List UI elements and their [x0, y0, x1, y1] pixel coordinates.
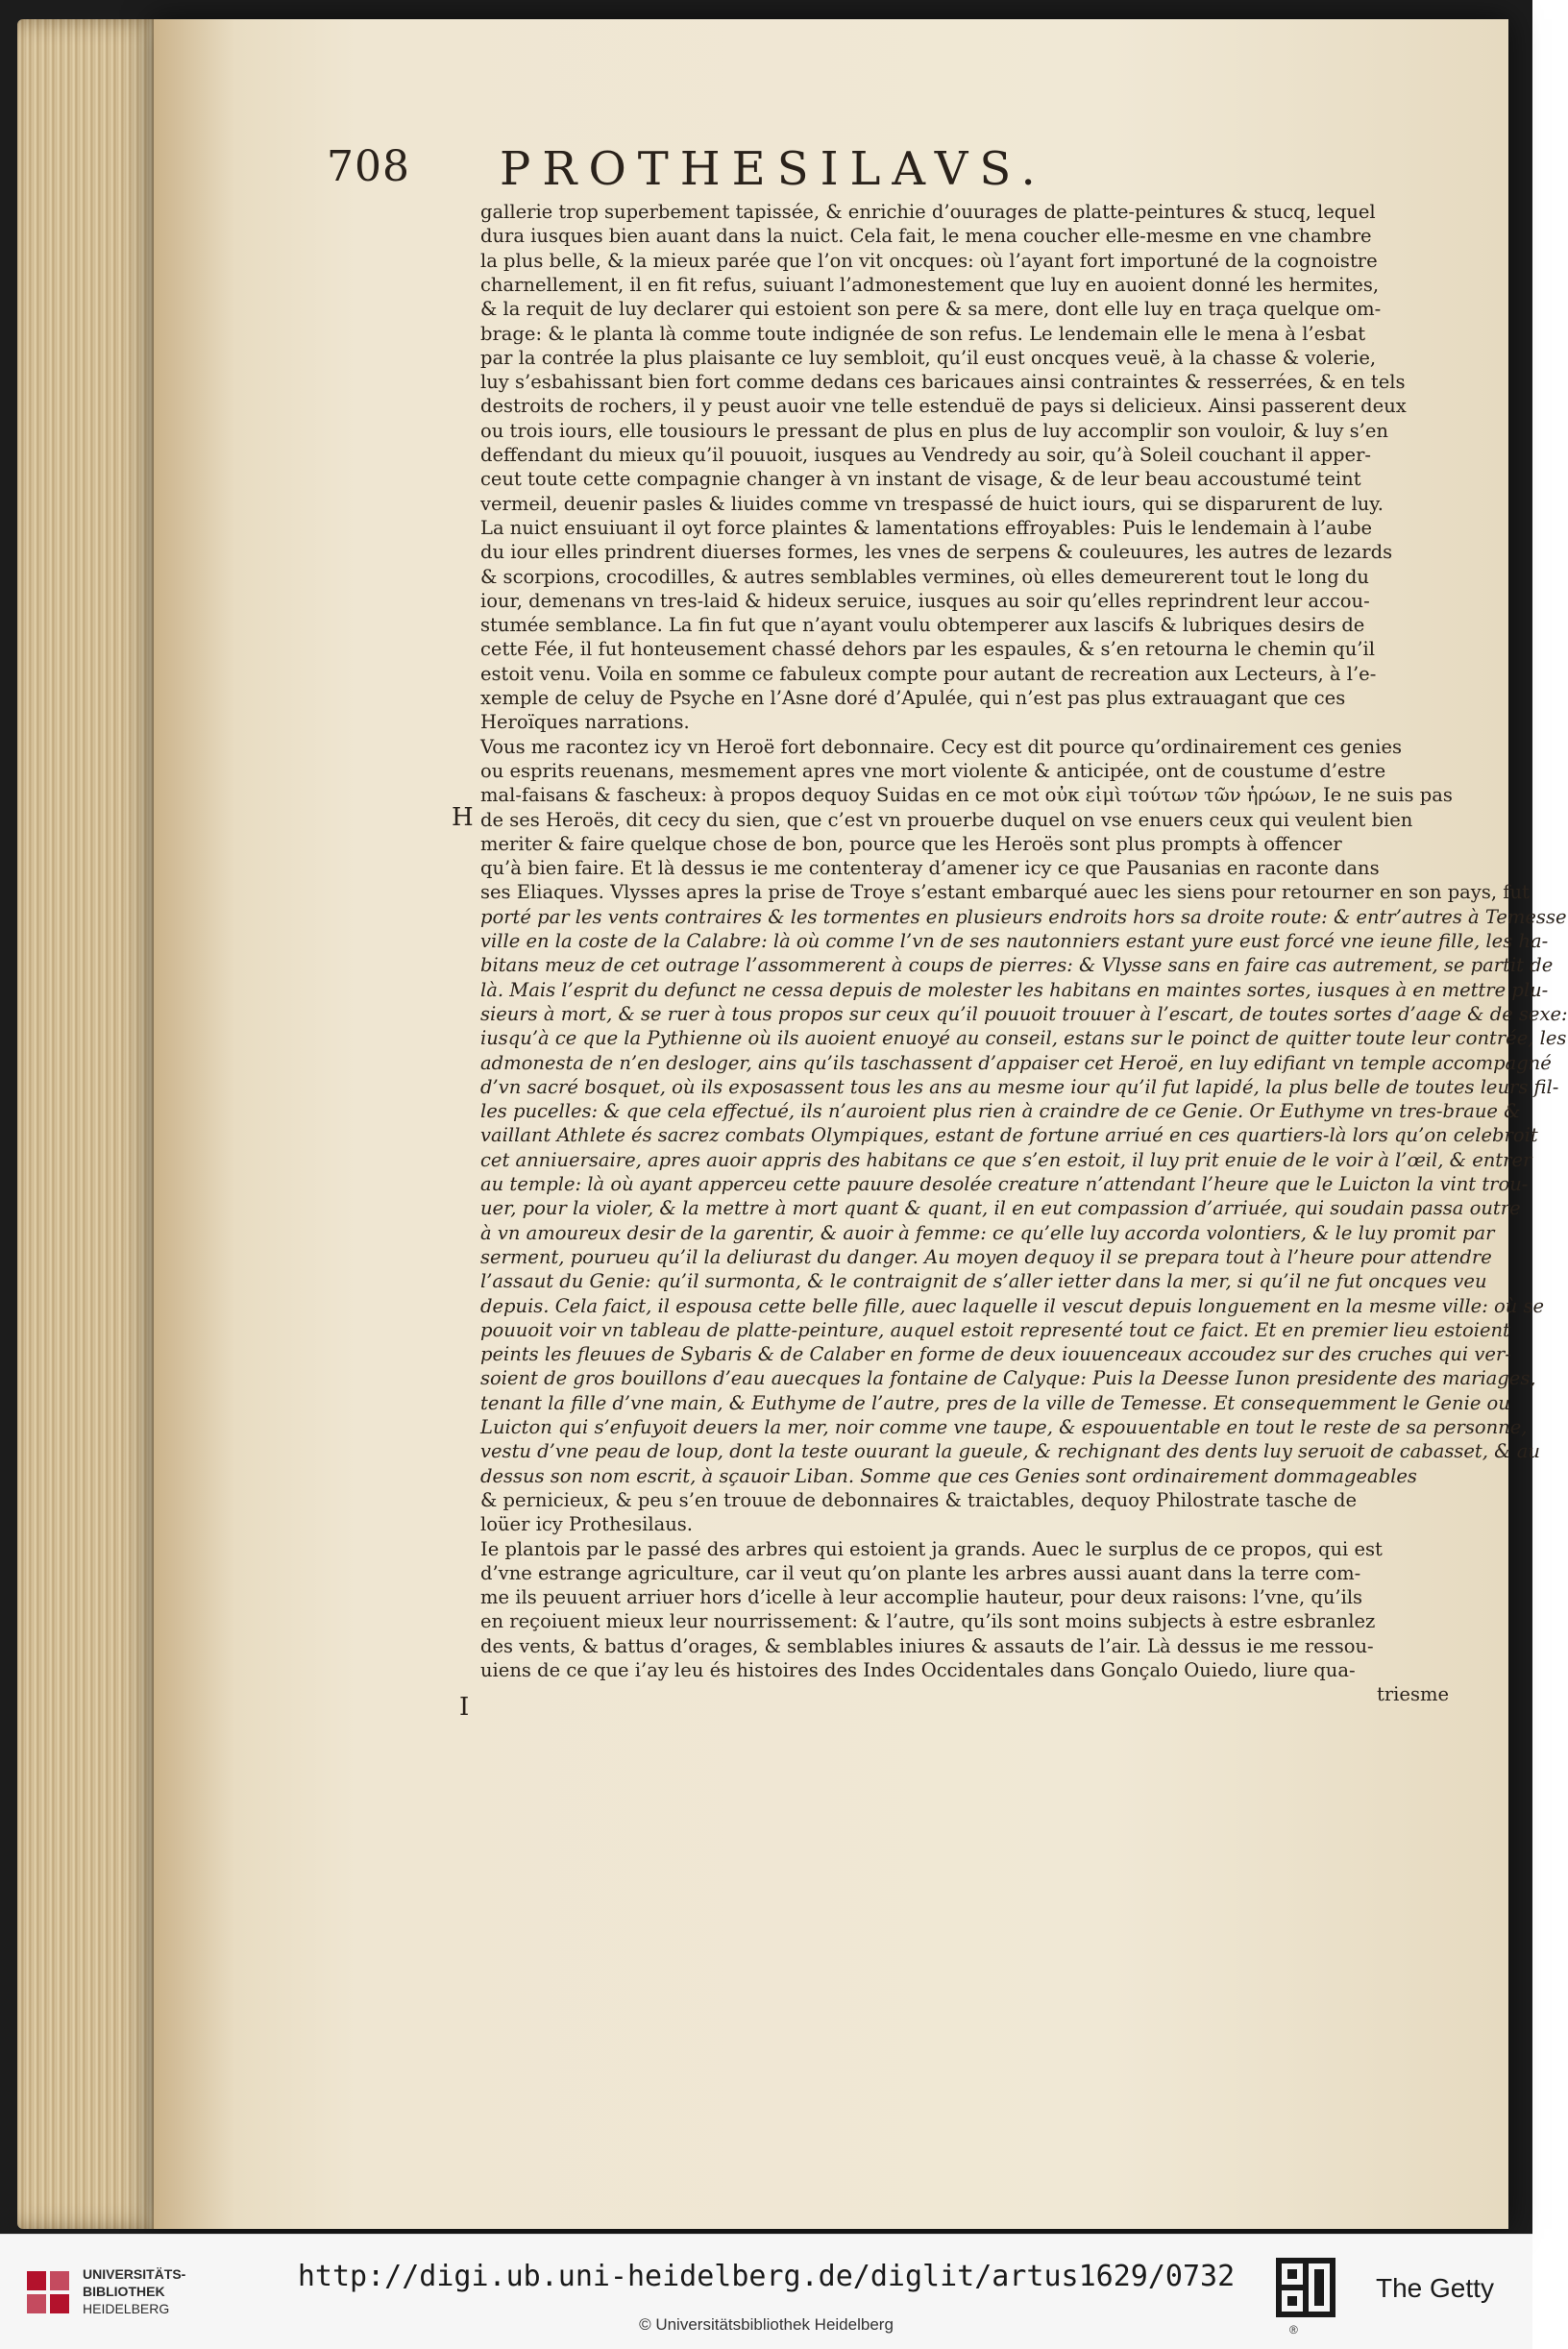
text-line: iour, demenans vn tres-laid & hideux seruice, iusques au soir qu’elles reprindrent leur accou-: [480, 589, 1370, 612]
text-line: vestu d’vne peau de loup, dont la teste ouurant la gueule, & rechignant des dents luy seruoit de cabasset, & au: [480, 1440, 1540, 1463]
text-line: la plus belle, & la mieux parée que l’on vit oncques: où l’ayant fort importuné de la cognoistre: [480, 249, 1378, 272]
text-line: vermeil, deuenir pasles & liuides comme vn trespassé de huict iours, qui se disparurent de luy.: [480, 492, 1384, 515]
marginal-letter-i: I: [459, 1693, 470, 1722]
text-line: serment, pourueu qu’il la deliurast du danger. Au moyen dequoy il se prepara tout à l’heure pour attendre: [480, 1245, 1492, 1268]
text-line: uer, pour la violer, & la mettre à mort quant & quant, il en eut compassion d’arriuée, qui soudain passa outre: [480, 1197, 1521, 1220]
text-line: qu’à bien faire. Et là dessus ie me contenteray d’amener icy ce que Pausanias en raconte dans: [480, 857, 1380, 880]
text-line: au temple: là où ayant apperceu cette pauure desolée creature n’attendant l’heure que le Luicton la vint trou-: [480, 1173, 1529, 1195]
text-line: Vous me racontez icy vn Heroë fort debonnaire. Cecy est dit pource qu’ordinairement ces genies: [480, 735, 1402, 758]
text-line: porté par les vents contraires & les tormentes en plusieurs endroits hors sa droite route: & entr’autres à Temesse: [480, 905, 1567, 928]
text-line: luy s’esbahissant bien fort comme dedans ces baricaues ainsi contraintes & resserrées, & en tels: [480, 371, 1406, 394]
text-line: deffendant du mieux qu’il pouuoit, iusques au Vendredy au soir, qu’à Soleil couchant il apper-: [480, 444, 1371, 466]
text-line: mal-faisans & fascheux: à propos dequoy Suidas en ce mot οὐκ εἰμὶ τούτων τῶν ἡρώων, Ie ne suis pas: [480, 784, 1453, 807]
text-line: La nuict ensuiuant il oyt force plaintes & lamentations effroyables: Puis le lendemain à l’aube: [480, 516, 1373, 539]
text-line: là. Mais l’esprit du defunct ne cessa depuis de molester les habitans en maintes sortes, iusques à en mettre plu-: [480, 978, 1549, 1001]
text-line: brage: & le planta là comme toute indignée de son refus. Le lendemain elle le mena à l’esbat: [480, 322, 1366, 345]
text-line: & scorpions, crocodilles, & autres semblables vermines, où elles demeurerent tout le long du: [480, 565, 1369, 588]
text-line: & pernicieux, & peu s’en trouue de debonnaires & traictables, dequoy Philostrate tasche de: [480, 1488, 1358, 1511]
text-line: dessus son nom escrit, à sçauoir Liban. Somme que ces Genies sont ordinairement dommageables: [480, 1464, 1417, 1487]
text-line: dura iusques bien auant dans la nuict. Cela fait, le mena coucher elle-mesme en vne chambre: [480, 225, 1372, 248]
text-line: cette Fée, il fut honteusement chassé dehors par les espaules, & s’en retourna le chemin qu’il: [480, 638, 1375, 661]
text-line: d’vn sacré bosquet, où ils exposassent tous les ans au mesme iour qu’il fut lapidé, la plus belle de toutes leurs fil-: [480, 1075, 1559, 1098]
text-line: me ils peuuent arriuer hors d’icelle à leur accomplie hauteur, pour deux raisons: l’vne, qu’ils: [480, 1586, 1363, 1609]
text-line: sieurs à mort, & se ruer à tous propos sur ceux qu’il pouuoit trouuer à l’escart, de toutes sortes d’aage & de sexe:: [480, 1002, 1568, 1025]
text-line: iusqu’à ce que la Pythienne où ils auoient enuoyé au conseil, estans sur le poinct de quitter toute leur contrée, les: [480, 1027, 1567, 1050]
text-line: cet anniuersaire, apres auoir appris des habitans ce que s’en estoit, il luy prit enuie de le voir à l’œil, & entrer: [480, 1148, 1532, 1171]
text-line: depuis. Cela faict, il espousa cette belle fille, auec laquelle il vescut depuis longuement en la mesme ville: où se: [480, 1294, 1545, 1317]
text-line: estoit venu. Voila en somme ce fabuleux compte pour autant de recreation aux Lecteurs, à l’e-: [480, 662, 1377, 685]
text-line: admonesta de n’en desloger, ains qu’ils taschassent d’appaiser cet Heroë, en luy edifiant vn temple accompagné: [480, 1051, 1552, 1074]
text-line: vaillant Athlete és sacrez combats Olympiques, estant de fortune arriué en ces quartiers-là lors qu’on celebroit: [480, 1124, 1538, 1147]
text-line: ceut toute cette compagnie changer à vn instant de visage, & de leur beau accoustumé teint: [480, 468, 1361, 491]
text-line: triesme: [1377, 1683, 1449, 1706]
library-name-line-3: HEIDELBERG: [83, 2301, 170, 2316]
text-line: destroits de rochers, il y peust auoir vne telle estenduë de pays si delicieux. Ainsi passerent deux: [480, 395, 1407, 418]
text-line: xemple de celuy de Psyche en l’Asne doré d’Apulée, qui n’est pas plus extrauagant que ces: [480, 687, 1346, 709]
library-name-line-1: UNIVERSITÄTS-: [83, 2266, 186, 2282]
text-line: uiens de ce que i’ay leu és histoires des Indes Occidentales dans Gonçalo Ouiedo, liure qua-: [480, 1659, 1356, 1681]
text-line: de ses Heroës, dit cecy du sien, que c’est vn prouerbe duquel on vse enuers ceux qui veulent bien: [480, 808, 1413, 831]
page-number: 708: [327, 142, 410, 191]
text-line: peints les fleuues de Sybaris & de Calaber en forme de deux iouuenceaux accoudez sur des cruches qui ver-: [480, 1343, 1511, 1366]
text-line: Luicton qui s’enfuyoit deuers la mer, noir comme vne taupe, & espouuentable en tout le reste de sa personne,: [480, 1416, 1528, 1438]
library-name-line-2: BIBLIOTHEK: [83, 2284, 165, 2299]
getty-logo-icon[interactable]: [1276, 2258, 1335, 2317]
marginal-letter-h: H: [452, 803, 474, 832]
text-line: meriter & faire quelque chose de bon, pource que les Heroës sont plus prompts à offencer: [480, 832, 1342, 855]
text-line: ou trois iours, elle tousiours le pressant de plus en plus de luy accomplir son vouloir, & luy s’en: [480, 419, 1388, 442]
text-line: charnellement, il en fit refus, suiuant l’admonestement que luy en auoient donné les hermites,: [480, 273, 1380, 296]
text-line: ses Eliaques. Vlysses apres la prise de Troye s’estant embarqué auec les siens pour retourner en son pays, fut: [480, 881, 1530, 904]
running-title: PROTHESILAVS.: [500, 142, 1047, 196]
text-line: ou esprits reuenans, mesmement apres vne mort violente & anticipée, ont de coustume d’estre: [480, 759, 1386, 782]
text-line: d’vne estrange agriculture, car il veut qu’on plante les arbres aussi auant dans la terre com-: [480, 1561, 1361, 1584]
text-line: des vents, & battus d’orages, & semblables iniures & assauts de l’air. Là dessus ie me ressou-: [480, 1634, 1374, 1657]
text-line: en reçoiuent mieux leur nourrissement: & l’autre, qu’ils sont moins subjects à estre esbranlez: [480, 1610, 1376, 1633]
text-line: stumée semblance. La fin fut que n’ayant voulu obtemperer aux lascifs & lubriques desirs de: [480, 614, 1365, 637]
text-line: Heroïques narrations.: [480, 711, 690, 734]
text-line: tenant la fille d’vne main, & Euthyme de l’autre, pres de la ville de Temesse. Et consequemment le Genie ou: [480, 1391, 1510, 1414]
text-line: Ie plantois par le passé des arbres qui estoient ja grands. Auec le surplus de ce propos, qui est: [480, 1537, 1383, 1560]
text-line: pouuoit voir vn tableau de platte-peinture, auquel estoit representé tout ce faict. Et en premier lieu estoient: [480, 1318, 1510, 1341]
partner-name: The Getty: [1376, 2273, 1494, 2303]
text-line: les pucelles: & que cela effectué, ils n’auroient plus rien à craindre de ce Genie. Or Euthyme vn tres-braue &: [480, 1100, 1521, 1123]
permalink-url[interactable]: http://digi.ub.uni-heidelberg.de/diglit/artus1629/0732: [297, 2260, 1236, 2293]
text-line: & la requit de luy declarer qui estoient son pere & sa mere, dont elle luy en traça quelque om-: [480, 298, 1382, 321]
text-line: soient de gros bouillons d’eau auecques la fontaine de Calyque: Puis la Deesse Iunon presidente des mariages,: [480, 1367, 1536, 1390]
text-line: bitans meuz de cet outrage l’assommerent à coups de pierres: & Vlysse sans en faire cas autrement, se partit de: [480, 954, 1554, 977]
registered-mark: ®: [1289, 2323, 1298, 2337]
text-line: ville en la coste de la Calabre: là où comme l’vn de ses nautonniers estant yure eust forcé vne ieune fille, les ha-: [480, 930, 1549, 952]
text-line: par la contrée la plus plaisante ce luy sembloit, qu’il eust oncques veuë, à la chasse & volerie,: [480, 346, 1377, 369]
text-line: gallerie trop superbement tapissée, & enrichie d’ouurages de platte-peintures & stucq, lequel: [480, 201, 1376, 223]
text-line: du iour elles prindrent diuerses formes, les vnes de serpens & couleuures, les autres de lezards: [480, 541, 1393, 564]
text-line: l’assaut du Genie: qu’il surmonta, & le contraignit de s’aller ietter dans la mer, si qu’il ne fut oncques veu: [480, 1270, 1487, 1293]
text-line: à vn amoureux desir de la garentir, & auoir à femme: ce qu’elle luy accorda volontiers, & le luy promit par: [480, 1221, 1495, 1244]
text-line: loüer icy Prothesilaus.: [480, 1513, 693, 1536]
footer-bar: [0, 2234, 1532, 2349]
copyright-notice: © Universitätsbibliothek Heidelberg: [639, 2315, 894, 2334]
